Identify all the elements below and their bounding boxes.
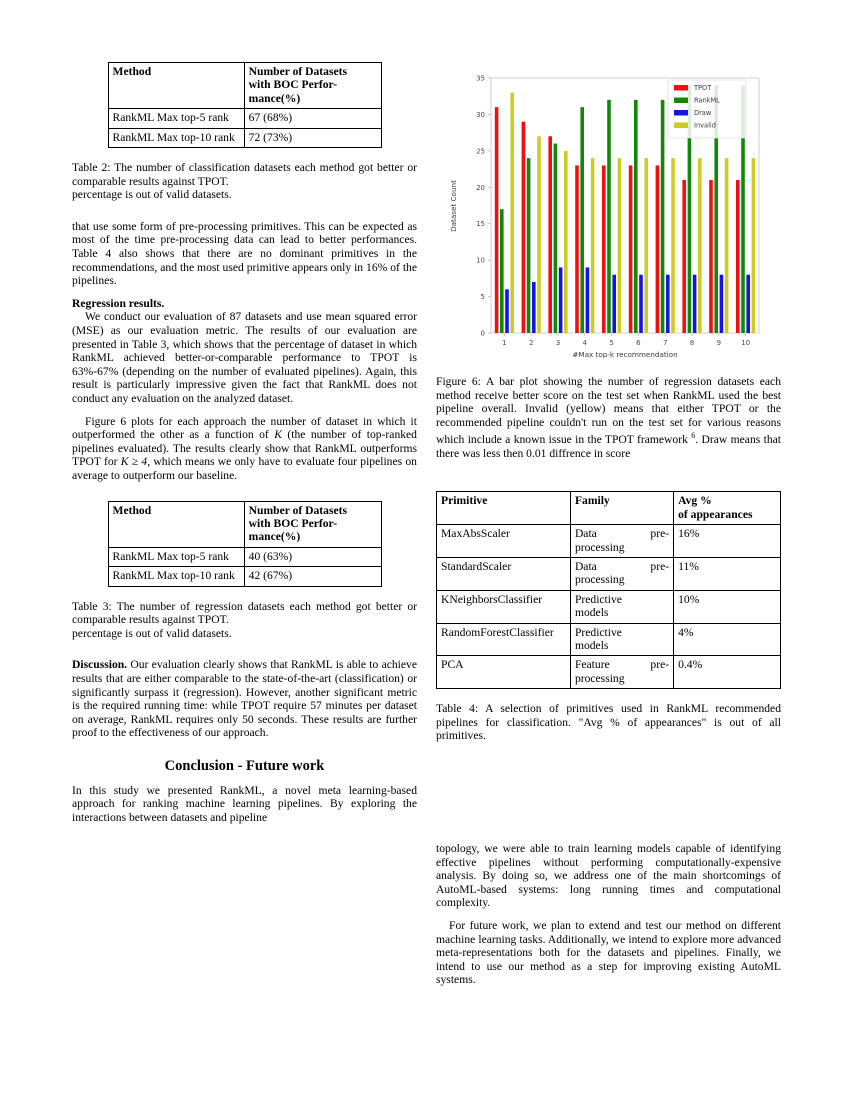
- table2-caption-line2: percentage is out of valid datasets.: [72, 188, 232, 202]
- bar-invalid-1: [510, 93, 514, 333]
- bar-invalid-7: [671, 158, 675, 333]
- table-header-row: [108, 63, 381, 109]
- right-column: [436, 62, 781, 987]
- family-line1: Predictive: [574, 625, 622, 639]
- math-k-1: K: [274, 428, 282, 442]
- family-line1: Data pre-: [574, 560, 670, 574]
- bar-tpot-5: [602, 165, 606, 333]
- avg-header-line1: Avg %: [678, 494, 712, 508]
- table4-header-avg: [674, 492, 781, 525]
- paragraph-regression: We conduct our evaluation of 87 datasets and use mean squared error (MSE) as our evaluation metric. The results of our evaluation are presented in Table 3, which shows that the percentage of dataset in which RankML achieved better-or-comparable performance to TPOT is 63%-67% (depending on the number of evaluated pipelines). Again, this result is particularly impressive given the fact that RankML does not conduct any evaluation on the analyzed dataset.: [72, 310, 417, 405]
- fig6-text-b: (the number of top-ranked pipelines evaluated). The results clearly show that RankML outperforms TPOT for: [72, 428, 417, 469]
- family-line2: models: [574, 606, 609, 620]
- bar-tpot-1: [495, 107, 499, 333]
- bar-tpot-2: [522, 122, 526, 333]
- table3-row1-value: 42 (67%): [244, 567, 381, 586]
- table-row: [437, 558, 781, 591]
- table4-wrapper: [436, 491, 781, 689]
- bar-invalid-9: [725, 158, 729, 333]
- y-tick-label: 25: [476, 147, 485, 156]
- x-axis-label: #Max top-k recommendation: [572, 350, 678, 359]
- x-tick-label: 10: [741, 339, 751, 347]
- family-line2: models: [574, 639, 609, 653]
- avg-header-line2: of appearances: [678, 507, 753, 521]
- discussion-heading: Discussion.: [72, 658, 128, 672]
- bar-rankml-6: [634, 100, 638, 333]
- left-column: [72, 62, 417, 825]
- y-axis-label: Dataset Count: [449, 180, 458, 232]
- table3-header-value: [244, 501, 381, 547]
- bar-draw-4: [586, 267, 590, 333]
- table-row: [108, 109, 381, 128]
- figure6-caption-part2: . Draw means that there was less then 0.01 diffrence in score: [436, 433, 781, 460]
- table4-row3-family: [570, 623, 673, 656]
- bar-chart-svg: [436, 62, 781, 362]
- regression-results-block: [72, 297, 417, 311]
- table3-caption-line2: percentage is out of valid datasets.: [72, 626, 232, 640]
- legend-swatch-tpot: [674, 85, 688, 91]
- paragraph-future-work: For future work, we plan to extend and test our method on different machine learning tasks. Additionally, we intend to explore more advanced meta-representations both for the datasets and pipelines. Finally, we intend to use our method as a step for improving existing AutoML systems.: [436, 919, 781, 987]
- figure6-footnote-marker: 6: [691, 431, 696, 441]
- table4-row2-family: [570, 590, 673, 623]
- bar-draw-7: [666, 275, 670, 333]
- table2-caption-line1: Table 2: The number of classification datasets each method got better or comparable results against TPOT.: [72, 161, 417, 188]
- bar-invalid-4: [591, 158, 595, 333]
- family-line1: Data pre-: [574, 527, 670, 541]
- table4: [436, 491, 781, 689]
- bar-tpot-6: [629, 165, 633, 333]
- table4-row0-family: [570, 525, 673, 558]
- bar-tpot-10: [736, 180, 740, 333]
- table3-header-method: Method: [108, 501, 244, 547]
- table3: [108, 501, 382, 587]
- y-tick-label: 30: [476, 110, 485, 119]
- table4-row4-family: [570, 656, 673, 689]
- x-tick-label: 7: [662, 339, 668, 347]
- y-tick-label: 5: [480, 293, 485, 302]
- legend-label-invalid: Invalid: [694, 121, 716, 130]
- table-row: [108, 547, 381, 566]
- table4-row3-primitive: RandomForestClassifier: [437, 623, 571, 656]
- bar-tpot-4: [575, 165, 579, 333]
- header-line-2: with BOC Perfor-: [248, 78, 338, 92]
- bar-tpot-3: [548, 136, 552, 333]
- bar-draw-3: [559, 267, 563, 333]
- header-line-3: mance(%): [248, 91, 301, 105]
- table2-caption: [72, 161, 417, 202]
- math-k-2: K ≥ 4: [120, 455, 148, 469]
- paragraph-conclusion-left: In this study we presented RankML, a novel meta learning-based approach for ranking machine learning pipelines. By exploring the interactions between datasets and pipeline: [72, 783, 417, 825]
- bar-rankml-5: [607, 100, 611, 333]
- family-line2: processing: [574, 540, 625, 554]
- paragraph-figure6-reference: [72, 415, 417, 483]
- bar-invalid-6: [644, 158, 648, 333]
- bar-tpot-7: [656, 165, 660, 333]
- legend-swatch-rankml: [674, 98, 688, 104]
- legend-swatch-invalid: [674, 123, 688, 129]
- bar-draw-8: [693, 275, 697, 333]
- table-header-row: [437, 492, 781, 525]
- bar-rankml-7: [661, 100, 665, 333]
- table3-row0-value: 40 (63%): [244, 547, 381, 566]
- legend-label-draw: Draw: [694, 109, 712, 117]
- table4-row1-avg: 11%: [674, 558, 781, 591]
- conclusion-section-title: Conclusion - Future work: [164, 757, 325, 774]
- x-tick-label: 1: [502, 339, 507, 347]
- table4-row4-primitive: PCA: [437, 656, 571, 689]
- y-tick-label: 20: [476, 183, 485, 192]
- table-row: [437, 623, 781, 656]
- figure6-caption: [436, 375, 781, 460]
- family-line2: processing: [574, 573, 625, 587]
- table4-row0-primitive: MaxAbsScaler: [437, 525, 571, 558]
- bar-invalid-3: [564, 151, 568, 333]
- table4-header-primitive: Primitive: [437, 492, 571, 525]
- table3-wrapper: [72, 501, 417, 587]
- table3-row0-method: RankML Max top-5 rank: [108, 547, 244, 566]
- chart-legend: [668, 80, 746, 138]
- table2-wrapper: [72, 62, 417, 148]
- y-tick-label: 10: [476, 256, 485, 265]
- paragraph-discussion: [72, 658, 417, 740]
- bar-rankml-2: [527, 158, 531, 333]
- table2-row1-method: RankML Max top-10 rank: [108, 128, 244, 147]
- x-tick-label: 8: [689, 339, 695, 347]
- table3-row1-method: RankML Max top-10 rank: [108, 567, 244, 586]
- header-line-1: Number of Datasets: [248, 65, 347, 78]
- fig6-text-c: , which means we only have to evaluate four pipelines on average to outperform our baseline.: [72, 455, 417, 482]
- table4-row2-avg: 10%: [674, 590, 781, 623]
- bar-invalid-8: [698, 158, 702, 333]
- bar-invalid-10: [752, 158, 756, 333]
- table4-row1-family: [570, 558, 673, 591]
- table-row: [437, 525, 781, 558]
- bar-tpot-9: [709, 180, 713, 333]
- bar-draw-5: [612, 275, 616, 333]
- legend-swatch-draw: [674, 110, 688, 116]
- figure6-caption-part1: Figure 6: A bar plot showing the number of regression datasets each method receive better score on the test set when RankML used the best pipeline overall. Invalid (yellow) means that either TPOT or the recommended pipeline couldn't run on the test set for various reasons which include a known issue in the TPOT framework: [436, 375, 781, 447]
- bar-invalid-5: [618, 158, 622, 333]
- y-tick-label: 15: [476, 220, 485, 229]
- paragraph-conclusion-right: topology, we were able to train learning models capable of identifying effective pipelines without performing computationally-expensive analysis. By doing so, we address one of the main shortcomings of AutoML-based systems: long running times and computational complexity.: [436, 842, 781, 910]
- bar-rankml-1: [500, 209, 504, 333]
- x-tick-label: 9: [716, 339, 722, 347]
- table2-row0-method: RankML Max top-5 rank: [108, 109, 244, 128]
- legend-label-rankml: RankML: [694, 96, 720, 105]
- table3-caption-line1: Table 3: The number of regression datasets each method got better or comparable results against TPOT.: [72, 599, 417, 627]
- regression-results-heading: Regression results.: [72, 296, 165, 310]
- table4-row4-avg: 0.4%: [674, 656, 781, 689]
- discussion-text: Our evaluation clearly shows that RankML is able to achieve results that are either comparable to the state-of-the-art (classification) or significantly surpass it (regression). However, another significant metric is the required running time: while TPOT require 57 minutes per dataset on average, RankML requires only 50 seconds. These results are further proof to the effectiveness of our approach.: [72, 658, 417, 740]
- bar-draw-2: [532, 282, 536, 333]
- table-row: [108, 567, 381, 586]
- table-row: [437, 590, 781, 623]
- table4-row3-avg: 4%: [674, 623, 781, 656]
- figure6-chart: [436, 62, 781, 362]
- bar-rankml-3: [554, 144, 558, 333]
- table2-row1-value: 72 (73%): [244, 128, 381, 147]
- paragraph-preprocessing: that use some form of pre-processing primitives. This can be expected as most of the time pre-processing data can lead to better performances. Table 4 also shows that there are no dominant primitives in the recommendations, and the most used primitive appears only in 16% of the pipelines.: [72, 219, 417, 288]
- bar-draw-1: [505, 289, 509, 333]
- header-line-2: with BOC Perfor-: [248, 516, 338, 530]
- table4-caption: Table 4: A selection of primitives used in RankML recommended pipelines for classification. "Avg % of appearances" is out of all primitives.: [436, 702, 781, 743]
- legend-label-tpot: TPOT: [694, 84, 712, 92]
- header-line-1: Number of Datasets: [248, 503, 347, 517]
- bar-rankml-4: [580, 107, 584, 333]
- family-line1: Predictive: [574, 592, 622, 606]
- table4-row0-avg: 16%: [674, 525, 781, 558]
- table2-header-value: [244, 63, 381, 109]
- table-header-row: [108, 501, 381, 547]
- table3-caption: [72, 600, 417, 641]
- bar-draw-10: [746, 275, 750, 333]
- family-line2: processing: [574, 671, 625, 685]
- table4-row2-primitive: KNeighborsClassifier: [437, 590, 571, 623]
- x-tick-label: 3: [555, 339, 561, 347]
- x-tick-label: 2: [528, 339, 534, 347]
- table4-row1-primitive: StandardScaler: [437, 558, 571, 591]
- table2-header-method: Method: [108, 63, 244, 109]
- bar-draw-9: [720, 275, 724, 333]
- fig6-text-a: Figure 6 plots for each approach the number of dataset in which it outperformed the other as a function of: [72, 414, 417, 442]
- x-tick-label: 5: [609, 339, 614, 347]
- bar-tpot-8: [682, 180, 686, 333]
- y-tick-label: 35: [476, 74, 485, 83]
- table-row: [108, 128, 381, 147]
- header-line-3: mance(%): [248, 530, 301, 544]
- table2-row0-value: 67 (68%): [244, 109, 381, 128]
- x-tick-label: 6: [636, 339, 641, 347]
- y-tick-label: 0: [480, 329, 485, 338]
- x-tick-label: 4: [582, 339, 588, 347]
- table4-header-family: Family: [570, 492, 673, 525]
- table-row: [437, 656, 781, 689]
- table2: [108, 62, 382, 148]
- bar-draw-6: [639, 275, 643, 333]
- bar-invalid-2: [537, 136, 541, 333]
- family-line1: Feature pre-: [574, 658, 670, 672]
